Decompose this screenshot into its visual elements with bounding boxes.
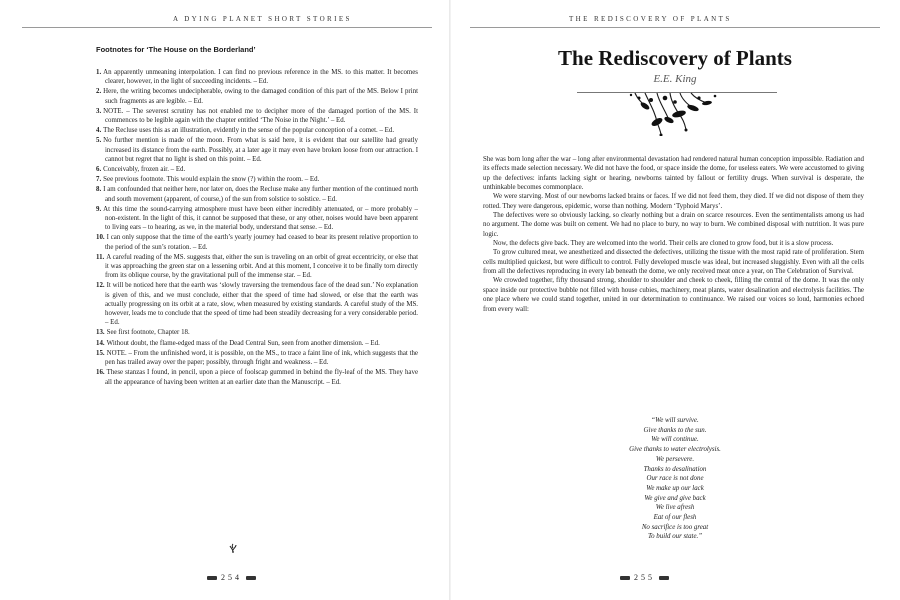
footnote-number: 6. [96, 166, 102, 174]
poem-line: We will continue. [651, 436, 699, 444]
footnote-item [96, 253, 418, 281]
footnote-item [96, 126, 418, 135]
poem-line: We make up our lack [646, 484, 704, 492]
footnote-text: NOTE. – The severest scrutiny has not enabled me to decipher more of the damaged portion of the MS. It commences to be legible again with the chapter entitled ‘The Noise in the Night.’ – Ed. [103, 107, 418, 125]
footnote-item [96, 87, 418, 105]
left-folio-text: 254 [221, 573, 242, 582]
footnote-number: 9. [96, 205, 102, 213]
footnotes-list [96, 68, 418, 388]
footnote-text: NOTE. – From the unfinished word, it is possible, on the MS., to trace a faint line of ink, which suggests that the pen has trailed away over the paper; possibly, through fright and weakness. – Ed. [105, 349, 418, 367]
poem-line: We persevere. [655, 455, 695, 463]
footnote-number: 7. [96, 176, 102, 184]
footnote-number: 1. [96, 69, 102, 76]
footnote-item [96, 349, 418, 367]
footnote-text: At this time the sound-carrying atmosphere must have been either incredibly attenuated, or – more probably – non-existent. In the light of this, it cannot be supposed that these, or any other, noises would have been apparent to living ears – to hearing, as we, in the material body, understand that sense. – Ed. [103, 205, 418, 232]
poem-line: We give and give back [644, 494, 706, 502]
story-title: The Rediscovery of Plants [558, 46, 792, 70]
footnote-text: Here, the writing becomes undecipherable, owing to the damaged condition of this part of the MS. Below I print such fragments as are legible. – Ed. [103, 88, 418, 105]
footnote-text: It will be noticed here that the earth was ‘slowly traversing the tremendous face of the dead sun.’ No explanation is given of this, and we must conclude, either that the speed of time had slowed, or else that the earth was actually progressing on its orbit at a rate, slow, when measured by existing standards. A careful study of the MS. however, leads me to conclude that the speed of time had been steadily decreasing for a very considerable period. – Ed. [105, 282, 418, 327]
poem-line: To build our state.” [647, 533, 703, 541]
footnote-text: I can only suppose that the time of the earth’s yearly journey had ceased to bear its present relative proportion to the period of the sun’s rotation. – Ed. [105, 234, 418, 251]
footnote-item [96, 339, 418, 348]
left-page-number [207, 573, 256, 582]
folio-ornament-icon [207, 576, 217, 580]
poem-line: Thanks to desalination [643, 465, 707, 473]
footnote-text: Conceivably, frozen air. – Ed. [103, 166, 186, 174]
footnote-item [96, 175, 418, 184]
footnote-text: These stanzas I found, in pencil, upon a piece of foolscap gummed in behind the fly-leaf of the MS. They have all the appearance of having been written at an earlier date than the Manuscript. – Ed. [105, 369, 418, 386]
poem-line: Give thanks to water electrolysis. [629, 446, 721, 454]
left-running-head: A DYING PLANET SHORT STORIES [173, 15, 352, 23]
story-paragraph: We crowded together, fifty thousand strong, shoulder to shoulder and cheek to cheek, filling the central of the dome. It was the only space inside our protective bubble not filled with house cubies, machinery, meat plants, water desalination and electrolysis facilities. The one place where we could stand together, united in our determination to continuance. We raised our voices so loud, harmonies echoed from every wall: [483, 277, 864, 313]
footnote-item [96, 107, 418, 125]
footnote-number: 14. [96, 339, 105, 347]
footnote-text: A careful reading of the MS. suggests that, either the sun is traveling on an orbit of great eccentricity, or else that it was approaching the green star on a lessening orbit. And at this moment, I conceive it to be finally torn directly from its oblique course, by the gravitational pull of the immense star. – Ed. [105, 253, 418, 280]
footnote-number: 12. [96, 282, 105, 290]
story-paragraph: The defectives were so obviously lacking, so clearly nothing but a drain on scarce resources. Even the sentimentalists among us had no argument. The dome was built on cement. We had no place to bury, no way to burn. We combined disposal with nutrition. It was pure logic. [483, 212, 864, 238]
footnote-item [96, 165, 418, 174]
story-paragraph: To grow cultured meat, we anesthetized and dissected the defectives, utilizing the tissue with the most rapid rate of proliferation. Stem cells multiplied quickest, but were difficult to control. Fully developed muscle was ideal, but increased sluggishly. Even with all the cells from all the defectives reproducing in every lab beneath the dome, we only received meat once a year, on The Celebration of Survival. [483, 249, 864, 276]
footnote-item [96, 205, 418, 233]
poem-stanza [450, 416, 900, 542]
footnote-text: An apparently unmeaning interpolation. I can find no previous reference in the MS. to this matter. It becomes clearer, however, in the light of succeeding incidents. – Ed. [103, 69, 418, 86]
footnote-number: 4. [96, 127, 102, 135]
footnote-number: 2. [96, 88, 102, 96]
folio-ornament-icon [620, 576, 630, 580]
folio-ornament-icon [659, 576, 669, 580]
story-body [483, 155, 864, 314]
right-header-rule [470, 27, 880, 28]
folio-ornament-icon [246, 576, 256, 580]
footnote-number: 5. [96, 137, 102, 145]
footnote-number: 16. [96, 369, 105, 377]
footnote-text: I am confounded that neither here, nor later on, does the Recluse make any further mention of the continued north and south movement (apparent, of course,) of the sun from solstice to solstice. – Ed. [103, 186, 418, 203]
footnote-number: 15. [96, 349, 105, 357]
footnote-item [96, 328, 418, 337]
plant-illustration-icon [595, 92, 745, 136]
footnote-number: 3. [96, 107, 102, 115]
poem-line: “We will survive. [651, 417, 699, 424]
footnote-text: See first footnote, Chapter 18. [106, 329, 190, 337]
poem-line: No sacrifice is too great [641, 523, 709, 531]
footnote-text: The Recluse uses this as an illustration, evidently in the sense of the popular conception of a comet. – Ed. [103, 127, 395, 135]
footnote-number: 13. [96, 329, 105, 337]
footnote-item [96, 68, 418, 86]
right-page [450, 0, 900, 600]
footnote-item [96, 136, 418, 164]
footnote-text: No further mention is made of the moon. From what is said here, it is evident that our satellite had greatly increased its distance from the earth. Possibly, at a later age it may even have broken loose from our attraction. I cannot but regret that no light is shed on this point. – Ed. [103, 137, 418, 163]
fleuron-icon [228, 543, 238, 553]
poem-line: Give thanks to the sun. [643, 426, 707, 434]
footnote-item [96, 233, 418, 251]
footnote-item [96, 368, 418, 386]
story-author: E.E. King [653, 73, 697, 85]
footnote-item [96, 281, 418, 327]
footnote-text: Without doubt, the flame-edged mass of the Dead Central Sun, seen from another dimension. – Ed. [106, 339, 380, 347]
footnotes-title: Footnotes for ‘The House on the Borderland’ [96, 45, 256, 54]
story-paragraph: We were starving. Most of our newborns lacked brains or faces. If we did not feed them, they died. If we did not dispose of them they rotted. They were dangerous, epidemic, worse than nothing. Modern ‘Typhoid Marys’. [483, 193, 864, 210]
poem-line: We live afresh [655, 504, 695, 512]
poem-line: Our race is not done [646, 475, 704, 483]
left-header-rule [22, 27, 432, 28]
story-paragraph: Now, the defects give back. They are welcomed into the world. Their cells are cloned to grow food, but it is a slow process. [493, 240, 834, 248]
footnote-item [96, 185, 418, 203]
footnote-text: See previous footnote. This would explain the snow (?) within the room. – Ed. [103, 176, 320, 184]
footnote-number: 8. [96, 186, 102, 194]
footnote-number: 11. [96, 253, 105, 261]
story-paragraph: She was born long after the war – long after environmental devastation had rendered natural human conception impossible. Radiation and its effects made selection necessary. We did not have the food, or space inside the dome, for useless eaters. We were accustomed to giving up the defectives: infants lacking sight or hearing, newborns tainted by fallout or fertility drugs. When survival is desperate, the unthinkable becomes commonplace. [483, 156, 864, 192]
right-page-number [620, 573, 669, 582]
right-running-head: THE REDISCOVERY OF PLANTS [569, 15, 732, 23]
right-folio-text: 255 [634, 573, 655, 582]
footnote-number: 10. [96, 234, 105, 242]
poem-line: Eat of our flesh [653, 514, 697, 522]
